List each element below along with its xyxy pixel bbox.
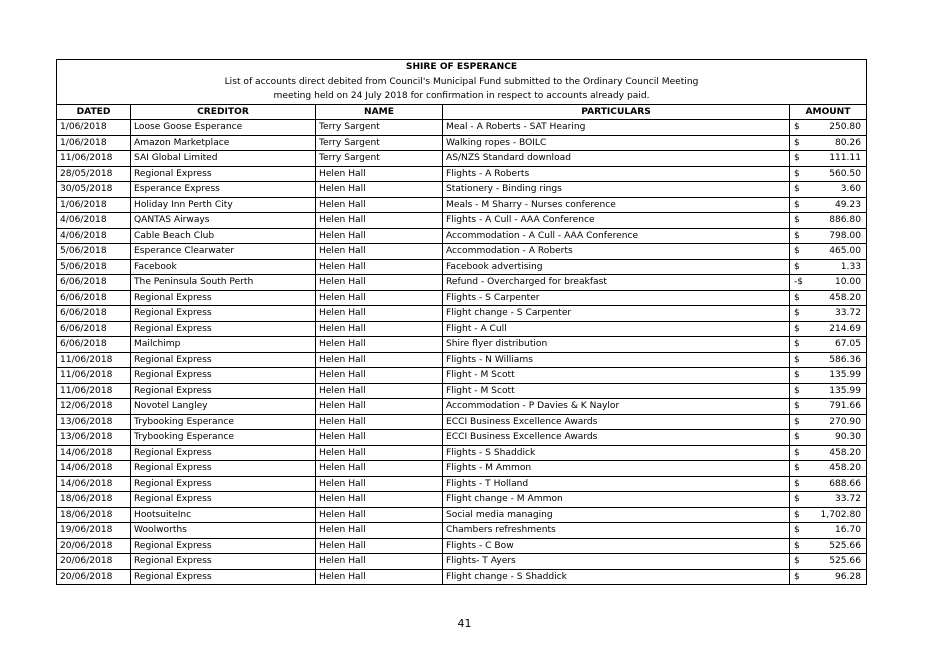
amount-value: 3.60 [840,184,862,194]
currency-symbol: $ [794,153,800,163]
cell-particulars: Flight change - S Carpenter [443,306,790,322]
cell-particulars: Meal - A Roberts - SAT Hearing [443,120,790,136]
cell-creditor: Regional Express [131,166,316,182]
cell-amount [790,197,867,213]
table-row [57,244,867,260]
cell-creditor: Mailchimp [131,337,316,353]
cell-creditor: Regional Express [131,461,316,477]
table-row [57,523,867,539]
cell-creditor: Regional Express [131,538,316,554]
table-row [57,538,867,554]
cell-dated: 6/06/2018 [57,321,131,337]
table-row [57,275,867,291]
currency-symbol: $ [794,401,800,411]
cell-dated: 5/06/2018 [57,259,131,275]
cell-name: Helen Hall [316,523,443,539]
cell-name: Helen Hall [316,554,443,570]
currency-symbol: $ [794,370,800,380]
amount-value: 465.00 [829,246,862,256]
cell-dated: 18/06/2018 [57,507,131,523]
cell-dated: 18/06/2018 [57,492,131,508]
cell-amount [790,228,867,244]
cell-amount [790,120,867,136]
currency-symbol: $ [794,385,800,396]
cell-name: Helen Hall [316,275,443,291]
amount-value: 525.66 [829,556,862,566]
cell-creditor: Esperance Express [131,182,316,198]
cell-creditor: Loose Goose Esperance [131,120,316,136]
table-row [57,352,867,368]
cell-dated: 6/06/2018 [57,337,131,353]
cell-amount [790,476,867,492]
cell-amount [790,151,867,167]
cell-amount [790,244,867,260]
cell-amount [790,554,867,570]
cell-name: Helen Hall [316,461,443,477]
cell-amount [790,166,867,182]
amount-value: 33.72 [834,494,862,504]
table-row [57,197,867,213]
cell-dated: 20/06/2018 [57,538,131,554]
cell-particulars: Flight - A Cull [443,321,790,337]
cell-particulars: Accommodation - A Cull - AAA Conference [443,228,790,244]
currency-symbol: -$ [794,277,804,287]
cell-amount [790,383,867,399]
currency-symbol: $ [794,494,800,504]
cell-dated: 11/06/2018 [57,151,131,167]
amount-value: 458.20 [829,447,862,458]
currency-symbol: $ [794,556,800,566]
cell-creditor: Woolworths [131,523,316,539]
cell-particulars: Accommodation - A Roberts [443,244,790,260]
currency-symbol: $ [794,540,800,551]
cell-dated: 1/06/2018 [57,135,131,151]
cell-name: Helen Hall [316,337,443,353]
cell-particulars: Flights - A Cull - AAA Conference [443,213,790,229]
amount-value: 791.66 [829,401,862,411]
table-row [57,321,867,337]
cell-amount [790,461,867,477]
report-title: SHIRE OF ESPERANCE [57,60,867,75]
cell-particulars: Stationery - Binding rings [443,182,790,198]
column-header-amount: AMOUNT [790,104,867,120]
cell-dated: 4/06/2018 [57,228,131,244]
cell-name: Helen Hall [316,492,443,508]
report-subtitle-line1: List of accounts direct debited from Council's Municipal Fund submitted to the Ordinary Council Meeting [57,75,867,90]
cell-creditor: Trybooking Esperance [131,414,316,430]
cell-creditor: Holiday Inn Perth City [131,197,316,213]
cell-creditor: Amazon Marketplace [131,135,316,151]
cell-name: Helen Hall [316,213,443,229]
cell-particulars: Flight - M Scott [443,383,790,399]
cell-dated: 11/06/2018 [57,352,131,368]
table-row [57,569,867,585]
currency-symbol: $ [794,230,800,241]
cell-dated: 6/06/2018 [57,275,131,291]
accounts-table [56,59,867,585]
cell-creditor: HootsuiteInc [131,507,316,523]
cell-name: Helen Hall [316,430,443,446]
currency-symbol: $ [794,354,800,365]
cell-creditor: Esperance Clearwater [131,244,316,260]
cell-creditor: Regional Express [131,368,316,384]
cell-amount [790,445,867,461]
cell-amount [790,182,867,198]
currency-symbol: $ [794,478,800,489]
cell-name: Helen Hall [316,383,443,399]
currency-symbol: $ [794,416,800,427]
table-row [57,135,867,151]
cell-name: Helen Hall [316,476,443,492]
amount-value: 135.99 [829,370,862,380]
amount-value: 90.30 [834,432,862,442]
cell-dated: 20/06/2018 [57,554,131,570]
cell-name: Helen Hall [316,569,443,585]
amount-value: 1.33 [840,261,862,272]
table-row [57,120,867,136]
cell-creditor: Regional Express [131,290,316,306]
currency-symbol: $ [794,525,800,535]
cell-particulars: Social media managing [443,507,790,523]
cell-particulars: Facebook advertising [443,259,790,275]
cell-creditor: Regional Express [131,383,316,399]
table-row [57,492,867,508]
amount-value: 798.00 [829,230,862,241]
cell-creditor: The Peninsula South Perth [131,275,316,291]
cell-amount [790,523,867,539]
amount-value: 250.80 [829,122,862,132]
cell-amount [790,259,867,275]
table-row [57,259,867,275]
cell-particulars: Accommodation - P Davies & K Naylor [443,399,790,415]
cell-dated: 14/06/2018 [57,461,131,477]
cell-amount [790,275,867,291]
cell-particulars: Meals - M Sharry - Nurses conference [443,197,790,213]
table-row [57,290,867,306]
table-row [57,414,867,430]
cell-amount [790,368,867,384]
cell-particulars: Flight change - M Ammon [443,492,790,508]
cell-particulars: Flights- T Ayers [443,554,790,570]
cell-creditor: Regional Express [131,352,316,368]
cell-name: Helen Hall [316,445,443,461]
cell-amount [790,306,867,322]
cell-dated: 28/05/2018 [57,166,131,182]
cell-dated: 13/06/2018 [57,430,131,446]
amount-value: 10.00 [834,277,862,287]
cell-particulars: Flights - T Holland [443,476,790,492]
cell-name: Helen Hall [316,507,443,523]
currency-symbol: $ [794,323,800,334]
currency-symbol: $ [794,122,800,132]
currency-symbol: $ [794,292,800,303]
cell-name: Terry Sargent [316,151,443,167]
column-header-name: NAME [316,104,443,120]
column-header-creditor: CREDITOR [131,104,316,120]
cell-name: Helen Hall [316,368,443,384]
cell-name: Helen Hall [316,399,443,415]
cell-dated: 11/06/2018 [57,368,131,384]
cell-creditor: Regional Express [131,445,316,461]
report-subtitle-line2: meeting held on 24 July 2018 for confirmation in respect to accounts already paid. [57,89,867,104]
cell-creditor: Regional Express [131,492,316,508]
amount-value: 458.20 [829,463,862,473]
table-row [57,306,867,322]
column-header-dated: DATED [57,104,131,120]
cell-name: Terry Sargent [316,120,443,136]
cell-amount [790,399,867,415]
cell-dated: 4/06/2018 [57,213,131,229]
amount-value: 96.28 [834,571,862,582]
cell-creditor: SAI Global Limited [131,151,316,167]
cell-amount [790,414,867,430]
table-row [57,166,867,182]
cell-particulars: Flights - S Carpenter [443,290,790,306]
cell-creditor: Cable Beach Club [131,228,316,244]
amount-value: 214.69 [829,323,862,334]
cell-dated: 19/06/2018 [57,523,131,539]
cell-creditor: Regional Express [131,554,316,570]
cell-creditor: Novotel Langley [131,399,316,415]
cell-amount [790,213,867,229]
currency-symbol: $ [794,137,800,148]
cell-dated: 5/06/2018 [57,244,131,260]
cell-dated: 14/06/2018 [57,445,131,461]
cell-dated: 12/06/2018 [57,399,131,415]
amount-value: 111.11 [829,153,862,163]
table-body [57,120,867,585]
cell-dated: 13/06/2018 [57,414,131,430]
cell-particulars: Flight - M Scott [443,368,790,384]
currency-symbol: $ [794,199,800,210]
amount-value: 135.99 [829,385,862,396]
cell-dated: 20/06/2018 [57,569,131,585]
amount-value: 560.50 [829,168,862,179]
amount-value: 688.66 [829,478,862,489]
currency-symbol: $ [794,246,800,256]
cell-amount [790,135,867,151]
currency-symbol: $ [794,261,800,272]
table-row [57,430,867,446]
cell-particulars: Chambers refreshments [443,523,790,539]
cell-creditor: Trybooking Esperance [131,430,316,446]
cell-name: Helen Hall [316,197,443,213]
table-row [57,476,867,492]
cell-name: Terry Sargent [316,135,443,151]
currency-symbol: $ [794,308,800,318]
cell-creditor: Regional Express [131,321,316,337]
table-row [57,554,867,570]
page-number: 41 [457,617,472,630]
amount-value: 16.70 [834,525,862,535]
cell-name: Helen Hall [316,244,443,260]
cell-amount [790,430,867,446]
cell-dated: 1/06/2018 [57,197,131,213]
cell-amount [790,337,867,353]
cell-dated: 14/06/2018 [57,476,131,492]
cell-particulars: Flights - M Ammon [443,461,790,477]
cell-name: Helen Hall [316,182,443,198]
cell-name: Helen Hall [316,228,443,244]
table-row [57,337,867,353]
currency-symbol: $ [794,168,800,179]
cell-particulars: Flights - N Williams [443,352,790,368]
cell-particulars: Flights - S Shaddick [443,445,790,461]
currency-symbol: $ [794,339,800,349]
table-row [57,461,867,477]
cell-amount [790,352,867,368]
cell-name: Helen Hall [316,290,443,306]
column-header-particulars: PARTICULARS [443,104,790,120]
cell-amount [790,538,867,554]
cell-name: Helen Hall [316,414,443,430]
amount-value: 270.90 [829,416,862,427]
cell-name: Helen Hall [316,306,443,322]
cell-dated: 6/06/2018 [57,306,131,322]
cell-particulars: Flights - A Roberts [443,166,790,182]
amount-value: 458.20 [829,292,862,303]
table-row [57,151,867,167]
cell-particulars: Walking ropes - BOILC [443,135,790,151]
cell-amount [790,569,867,585]
cell-amount [790,290,867,306]
cell-name: Helen Hall [316,538,443,554]
table-row [57,445,867,461]
table-row [57,228,867,244]
table-row [57,399,867,415]
currency-symbol: $ [794,215,800,225]
cell-dated: 6/06/2018 [57,290,131,306]
currency-symbol: $ [794,432,800,442]
table-row [57,213,867,229]
currency-symbol: $ [794,509,800,520]
table-row [57,182,867,198]
cell-dated: 1/06/2018 [57,120,131,136]
cell-particulars: ECCI Business Excellence Awards [443,430,790,446]
amount-value: 67.05 [834,339,862,349]
currency-symbol: $ [794,447,800,458]
cell-dated: 11/06/2018 [57,383,131,399]
cell-name: Helen Hall [316,352,443,368]
amount-value: 33.72 [834,308,862,318]
cell-particulars: ECCI Business Excellence Awards [443,414,790,430]
cell-creditor: QANTAS Airways [131,213,316,229]
amount-value: 49.23 [834,199,862,210]
cell-creditor: Facebook [131,259,316,275]
currency-symbol: $ [794,184,800,194]
cell-amount [790,507,867,523]
cell-particulars: Flight change - S Shaddick [443,569,790,585]
amount-value: 586.36 [829,354,862,365]
cell-particulars: Refund - Overcharged for breakfast [443,275,790,291]
cell-particulars: Shire flyer distribution [443,337,790,353]
table-row [57,383,867,399]
amount-value: 1,702.80 [820,509,862,520]
cell-amount [790,321,867,337]
cell-creditor: Regional Express [131,569,316,585]
table-row [57,507,867,523]
cell-amount [790,492,867,508]
cell-name: Helen Hall [316,166,443,182]
amount-value: 525.66 [829,540,862,551]
table-row [57,368,867,384]
cell-particulars: AS/NZS Standard download [443,151,790,167]
cell-creditor: Regional Express [131,306,316,322]
amount-value: 80.26 [834,137,862,148]
cell-name: Helen Hall [316,321,443,337]
cell-dated: 30/05/2018 [57,182,131,198]
cell-particulars: Flights - C Bow [443,538,790,554]
currency-symbol: $ [794,571,800,582]
cell-creditor: Regional Express [131,476,316,492]
cell-name: Helen Hall [316,259,443,275]
amount-value: 886.80 [829,215,862,225]
currency-symbol: $ [794,463,800,473]
